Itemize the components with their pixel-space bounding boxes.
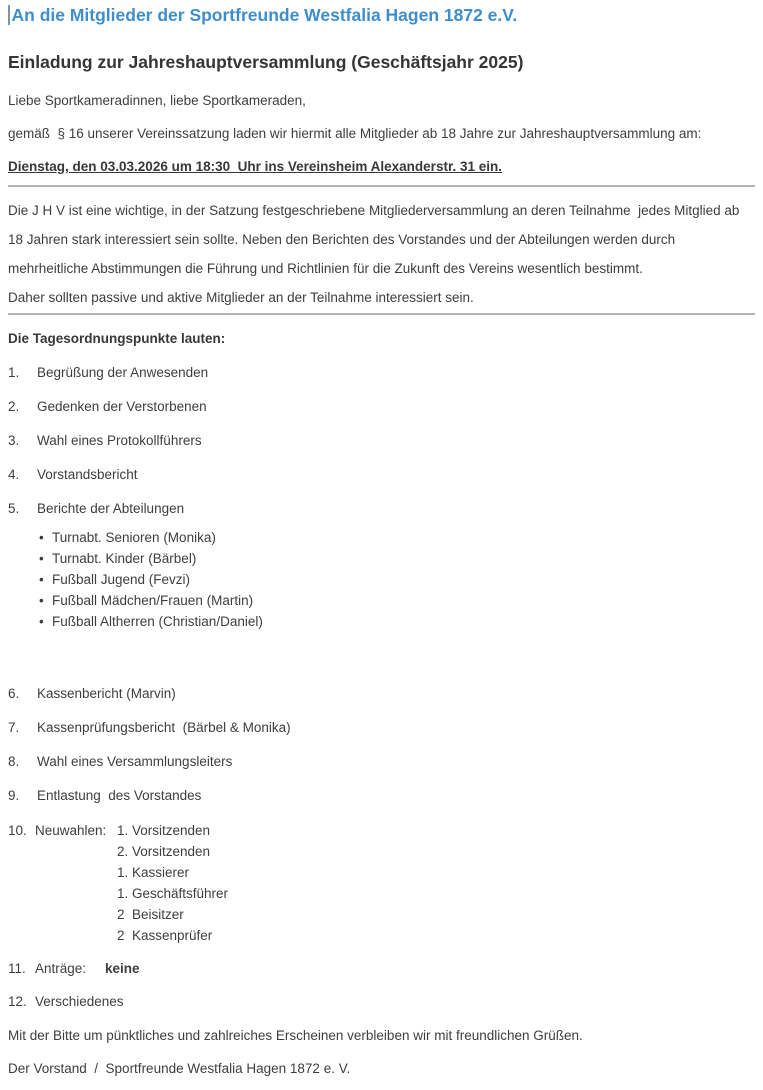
agenda-item-label: Vorstandsbericht xyxy=(37,467,138,482)
election-position: 2 Kassenprüfer xyxy=(117,928,213,943)
recipient-heading xyxy=(8,3,755,27)
agenda-item-number: 8. xyxy=(8,754,20,769)
agenda-item-label: Verschiedenes xyxy=(35,994,124,1009)
agenda-item-label: Neuwahlen: xyxy=(35,823,107,838)
agenda-item-label: Gedenken der Verstorbenen xyxy=(37,399,207,414)
agenda-item-label: Begrüßung der Anwesenden xyxy=(37,365,209,380)
agenda-item-6 xyxy=(8,684,755,704)
list-item-department: • Fußball Mädchen/Frauen (Martin) xyxy=(8,590,755,611)
agenda-item-12 xyxy=(8,992,755,1012)
agenda-item-label: Kassenprüfungsbericht (Bärbel & Monika) xyxy=(37,720,291,735)
horizontal-rule-middle xyxy=(8,313,755,315)
agenda-heading: Die Tagesordnungspunkte lauten: xyxy=(8,331,226,346)
agenda-item-number: 4. xyxy=(8,467,20,482)
agenda-item-8 xyxy=(8,752,755,772)
election-position: 1. Kassierer xyxy=(117,865,190,880)
agenda-item-1 xyxy=(8,363,755,383)
agenda-item-10-neuwahlen xyxy=(8,820,755,946)
agenda-item-number: 11. xyxy=(8,961,26,976)
antraege-value: keine xyxy=(105,961,140,976)
agenda-item-label: Anträge: xyxy=(35,961,87,976)
agenda-item-label: Entlastung des Vorstandes xyxy=(37,788,202,803)
list-item-department: • Fußball Altherren (Christian/Daniel) xyxy=(8,611,755,632)
election-position: 2 Beisitzer xyxy=(117,907,184,922)
election-positions-list xyxy=(117,820,228,946)
agenda-item-number: 2. xyxy=(8,399,20,414)
agenda-item-11-antraege xyxy=(8,959,755,979)
invitation-intro-line: gemäß § 16 unserer Vereinssatzung laden wir hiermit alle Mitglieder ab 18 Jahre zur Jahreshauptversammlung am: xyxy=(8,126,702,141)
document-title: Einladung zur Jahreshauptversammlung (Geschäftsjahr 2025) xyxy=(8,52,524,72)
meeting-date-line: Dienstag, den 03.03.2026 um 18:30 Uhr ins Vereinsheim Alexanderstr. 31 ein. xyxy=(8,159,502,174)
list-item-department: • Turnabt. Senioren (Monika) xyxy=(8,527,755,548)
agenda-item-7 xyxy=(8,718,755,738)
agenda-item-label: Kassenbericht (Marvin) xyxy=(37,686,176,701)
agenda-item-number: 10. xyxy=(8,823,27,838)
agenda-item-label: Wahl eines Versammlungsleiters xyxy=(37,754,233,769)
salutation-line: Liebe Sportkameradinnen, liebe Sportkameraden, xyxy=(8,93,306,108)
agenda-item-9 xyxy=(8,786,755,806)
agenda-item-number: 9. xyxy=(8,788,20,803)
agenda-item-number: 3. xyxy=(8,433,20,448)
agenda-item-label: Wahl eines Protokollführers xyxy=(37,433,202,448)
list-item-department: • Fußball Jugend (Fevzi) xyxy=(8,569,755,590)
recipient-heading-text: An die Mitglieder der Sportfreunde Westfalia Hagen 1872 e.V. xyxy=(11,5,518,25)
agenda-item-2 xyxy=(8,397,755,417)
agenda-item-label: Berichte der Abteilungen xyxy=(37,501,185,516)
department-report-list xyxy=(8,527,755,632)
agenda-item-number: 5. xyxy=(8,501,20,516)
importance-paragraph: Die J H V ist eine wichtige, in der Satzung festgeschriebene Mitgliederversammlung an deren Teilnahme jedes Mitglied ab 18 Jahren stark interessiert sein sollte. Neben den Berichten des Vorstandes und der Abteilungen werden durch mehrheitliche Abstimmungen die Führung und Richtlinien für die Zukunft des Vereins wesentlich bestimmt. xyxy=(8,203,744,276)
signature-line: Der Vorstand / Sportfreunde Westfalia Hagen 1872 e. V. xyxy=(8,1061,351,1076)
agenda-item-4 xyxy=(8,465,755,485)
participation-paragraph: Daher sollten passive und aktive Mitglieder an der Teilnahme interessiert sein. xyxy=(8,290,474,305)
closing-request-line: Mit der Bitte um pünktliches und zahlreiches Erscheinen verbleiben wir mit freundlichen Grüßen. xyxy=(8,1028,583,1043)
election-position: 1. Vorsitzenden xyxy=(117,823,211,838)
agenda-item-number: 1. xyxy=(8,365,20,380)
agenda-item-number: 12. xyxy=(8,994,27,1009)
agenda-item-3 xyxy=(8,431,755,451)
list-item-department: • Turnabt. Kinder (Bärbel) xyxy=(8,548,755,569)
election-position: 1. Geschäftsführer xyxy=(117,886,229,901)
horizontal-rule-top xyxy=(8,185,755,187)
agenda-item-5 xyxy=(8,499,755,519)
text-cursor-icon xyxy=(8,5,10,25)
election-position: 2. Vorsitzenden xyxy=(117,844,211,859)
agenda-item-number: 7. xyxy=(8,720,20,735)
agenda-item-number: 6. xyxy=(8,686,20,701)
